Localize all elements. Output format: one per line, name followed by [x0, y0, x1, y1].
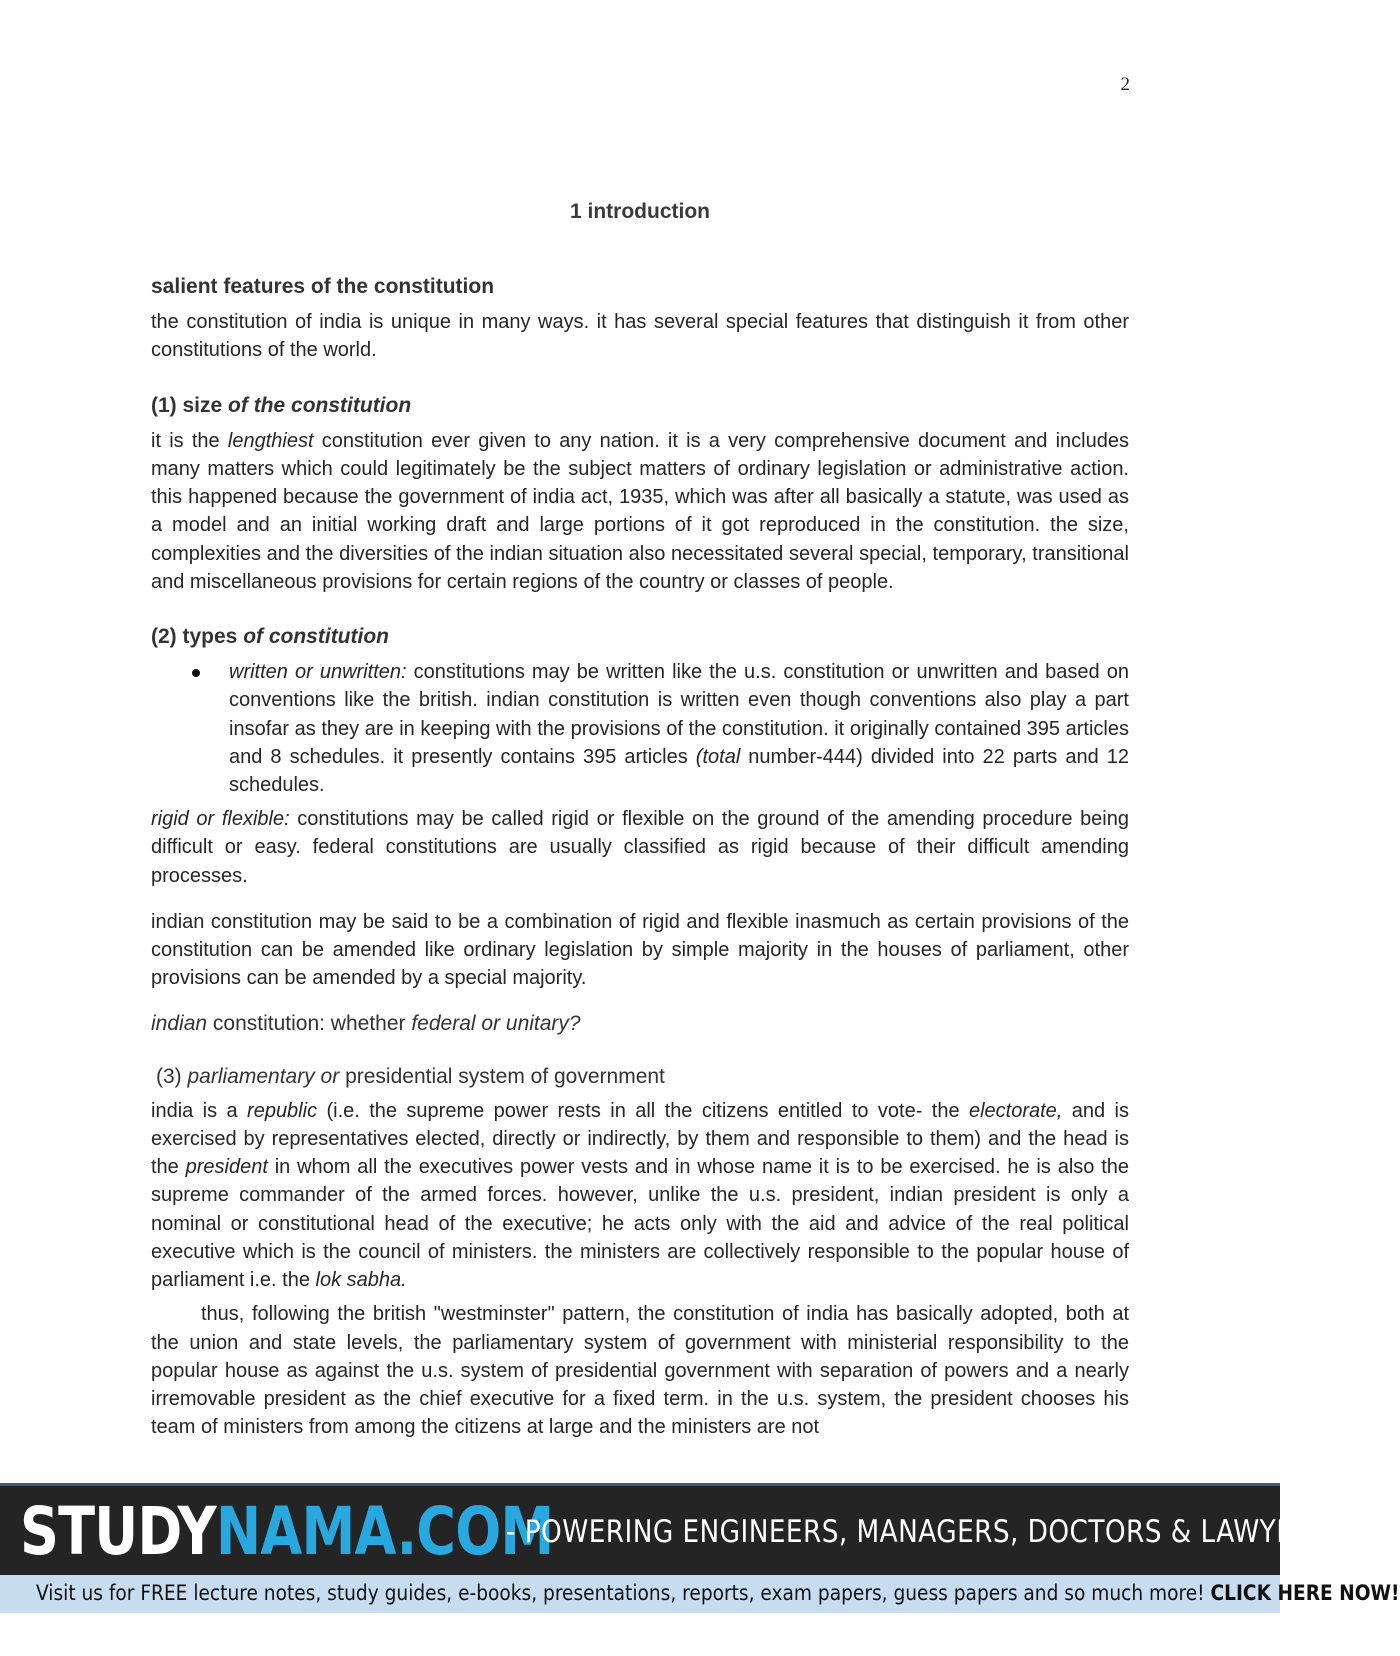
size-text-a: it is the	[151, 429, 228, 452]
logo-white-text: STUDY	[20, 1493, 216, 1570]
cta-bar[interactable]	[0, 1575, 1400, 1613]
bullet-written-unwritten	[151, 658, 1129, 799]
fed-em2: federal or unitary?	[411, 1012, 581, 1036]
document-flow	[151, 273, 1129, 1441]
bullet-text-b: number-444) divided into 22 parts and 12 schedules.	[229, 745, 1129, 797]
rigid-em: rigid or flexible:	[151, 808, 290, 831]
studynama-banner[interactable]	[0, 1483, 1338, 1578]
size-text-b: constitution ever given to any nation. it is a very comprehensive document and includes many matters which could legitimately be the subject matters of ordinary legislation or administrative action. this happened because the government of india act, 1935, which was after all basically a statute, was used as a model and an initial working draft and large portions of it got reproduced in the constitution. the size, complexities and the diversities of the indian situation also necessitated several special, temporary, transitional and miscellaneous provisions for certain regions of the country or classes of people.	[151, 429, 1129, 593]
paragraph-combination: indian constitution may be said to be a combination of rigid and flexible inasmuch as certain provisions of the constitution can be amended like ordinary legislation by simple majority in the houses of parliament, other provisions can be amended by a special majority.	[151, 910, 1129, 990]
rigid-text: constitutions may be called rigid or flexible on the ground of the amending procedure being difficult or easy. federal constitutions are usually classified as rigid because of their difficult amending processes.	[151, 808, 1129, 887]
bullet-dot-icon	[192, 669, 200, 677]
paragraph-rigid-flexible	[151, 805, 1129, 890]
chapter-title: 1 introduction	[570, 200, 710, 223]
paragraph-parliamentary-2: thus, following the british "westminster" pattern, the constitution of india has basically adopted, both at the union and state levels, the parliamentary system of government with ministerial responsibility to the popular house as against the u.s. system of presidential government with separation of powers and a nearly irremovable president as the chief executive for a fixed term. in the u.s. system, the president chooses his team of ministers from among the citizens at large and the ministers are not	[151, 1303, 1129, 1439]
parl-heading-em: parliamentary or	[187, 1064, 340, 1088]
banner-tagline: - POWERING ENGINEERS, MANAGERS, DOCTORS & LAWYERS.	[506, 1514, 1338, 1550]
cta-click-here[interactable]: CLICK HERE NOW!	[1210, 1581, 1400, 1605]
cta-text: Visit us for FREE lecture notes, study guides, e-books, presentations, reports, exam papers, guess papers and so much more!	[36, 1581, 1211, 1605]
section-heading-size	[151, 392, 1129, 420]
bullet-em: written or unwritten:	[229, 661, 407, 684]
heading-size-prefix: (1) size	[151, 393, 223, 417]
heading-types-prefix: (2) types	[151, 625, 238, 649]
page-number: 2	[1120, 74, 1130, 95]
paragraph-salient: the constitution of india is unique in many ways. it has several special features that distinguish it from other constitutions of the world.	[151, 311, 1129, 362]
parl-p1-a: india is a	[151, 1099, 248, 1122]
parl-p1-em4: lok sabha.	[315, 1269, 407, 1292]
section-heading-types	[151, 623, 1129, 651]
paragraph-size	[151, 427, 1129, 596]
size-text-em: lengthiest	[227, 429, 314, 452]
fed-em: indian	[151, 1012, 208, 1036]
studynama-logo[interactable]	[20, 1492, 553, 1572]
cta-link[interactable]	[36, 1581, 1400, 1605]
parl-heading-b: presidential system of government	[339, 1064, 665, 1088]
parl-p1-b: (i.e. the supreme power rests in all the citizens entitled to vote- the	[317, 1099, 969, 1122]
bullet-text-a: constitutions may be written like the u.s. constitution or unwritten and based on conventions like the british. indian constitution is written even though conventions also play a part insofar as they are in keeping with the provisions of the constitution. it originally contained 395 articles and 8 schedules. it presently contains 395 articles	[229, 661, 1129, 768]
bullet-em2: (total	[695, 745, 741, 768]
parl-p1-d: in whom all the executives power vests and in whose name it is to be exercised. he is also the supreme commander of the armed forces. however, unlike the u.s. president, indian president is only a nominal or constitutional head of the executive; he acts only with the aid and advice of the real political executive which is the council of ministers. the ministers are collectively responsible to the popular house of parliament i.e. the	[151, 1156, 1129, 1292]
federal-unitary-question	[151, 1010, 1129, 1038]
parl-p1-em2: electorate,	[968, 1099, 1063, 1122]
section-heading-salient: salient features of the constitution	[151, 275, 495, 298]
logo-blue-text: NAMA.COM	[215, 1493, 554, 1570]
paragraph-parliamentary-1	[151, 1097, 1129, 1294]
parl-p1-em1: republic	[247, 1099, 318, 1122]
heading-types-italic: of constitution	[237, 625, 389, 649]
fed-text: constitution: whether	[207, 1012, 412, 1036]
parl-p1-em3: president	[185, 1156, 268, 1179]
heading-size-italic: of the constitution	[222, 393, 412, 417]
section-heading-parliamentary	[151, 1063, 1129, 1091]
parl-heading-a: (3)	[156, 1064, 188, 1088]
parl-p1-c: and is exercised by representatives elected, directly or indirectly, by them and responsible to them) and the head is the	[151, 1099, 1129, 1179]
